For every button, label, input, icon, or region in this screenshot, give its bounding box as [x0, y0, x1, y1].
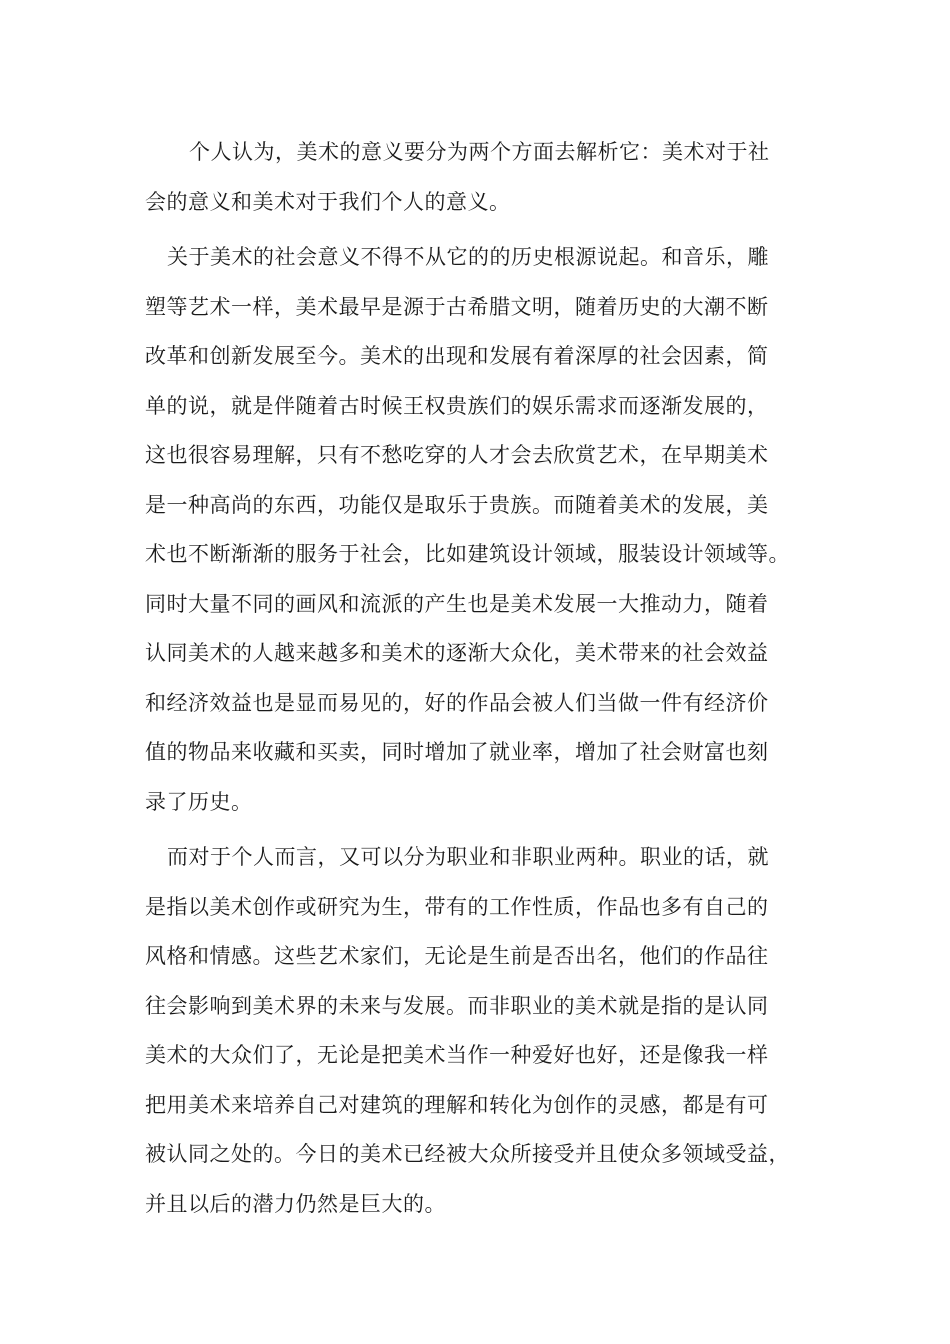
text-line: 塑等艺术一样，美术最早是源于古希腊文明，随着历史的大潮不断	[145, 294, 769, 319]
text-line: 值的物品来收藏和买卖，同时增加了就业率，增加了社会财富也刻	[145, 740, 769, 764]
text-line: 往会影响到美术界的未来与发展。而非职业的美术就是指的是认同	[145, 993, 769, 1018]
text-line: 改革和创新发展至今。美术的出现和发展有着深厚的社会因素，简	[145, 344, 769, 368]
text-line: 这也很容易理解，只有不愁吃穿的人才会去欣赏艺术，在早期美术	[145, 443, 769, 467]
text-line: 认同美术的人越来越多和美术的逐渐大众化，美术带来的社会效益	[145, 641, 769, 665]
text-line: 是一种高尚的东西，功能仅是取乐于贵族。而随着美术的发展，美	[145, 492, 769, 517]
text-line: 风格和情感。这些艺术家们，无论是生前是否出名，他们的作品往	[145, 944, 769, 968]
text-line: 并且以后的潜力仍然是巨大的。	[145, 1191, 446, 1216]
text-line: 会的意义和美术对于我们个人的意义。	[145, 189, 511, 214]
text-line: 录了历史。	[145, 789, 253, 814]
text-line: 和经济效益也是显而易见的，好的作品会被人们当做一件有经济价	[145, 690, 769, 715]
paragraph-personal-meaning	[145, 833, 825, 1229]
paragraph-intro	[145, 128, 825, 227]
text-line: 关于美术的社会意义不得不从它的的历史根源说起。和音乐，雕	[167, 245, 769, 269]
text-line: 而对于个人而言，又可以分为职业和非职业两种。职业的话，就	[167, 845, 769, 869]
text-line: 同时大量不同的画风和流派的产生也是美术发展一大推动力，随着	[145, 591, 769, 616]
text-line: 把用美术来培养自己对建筑的理解和转化为创作的灵感，都是有可	[145, 1092, 769, 1117]
text-line: 被认同之处的。今日的美术已经被大众所接受并且使众多领域受益，	[145, 1142, 790, 1166]
text-line: 单的说，就是伴随着古时候王权贵族们的娱乐需求而逐渐发展的，	[145, 393, 769, 418]
text-line: 术也不断渐渐的服务于社会，比如建筑设计领域，服装设计领域等。	[145, 542, 790, 566]
text-line: 美术的大众们了，无论是把美术当作一种爱好也好，还是像我一样	[145, 1043, 769, 1067]
paragraph-social-meaning	[145, 233, 825, 827]
text-line: 是指以美术创作或研究为生，带有的工作性质，作品也多有自己的	[145, 894, 769, 919]
text-line: 个人认为，美术的意义要分为两个方面去解析它：美术对于社	[189, 140, 770, 164]
document-body	[145, 128, 825, 1235]
